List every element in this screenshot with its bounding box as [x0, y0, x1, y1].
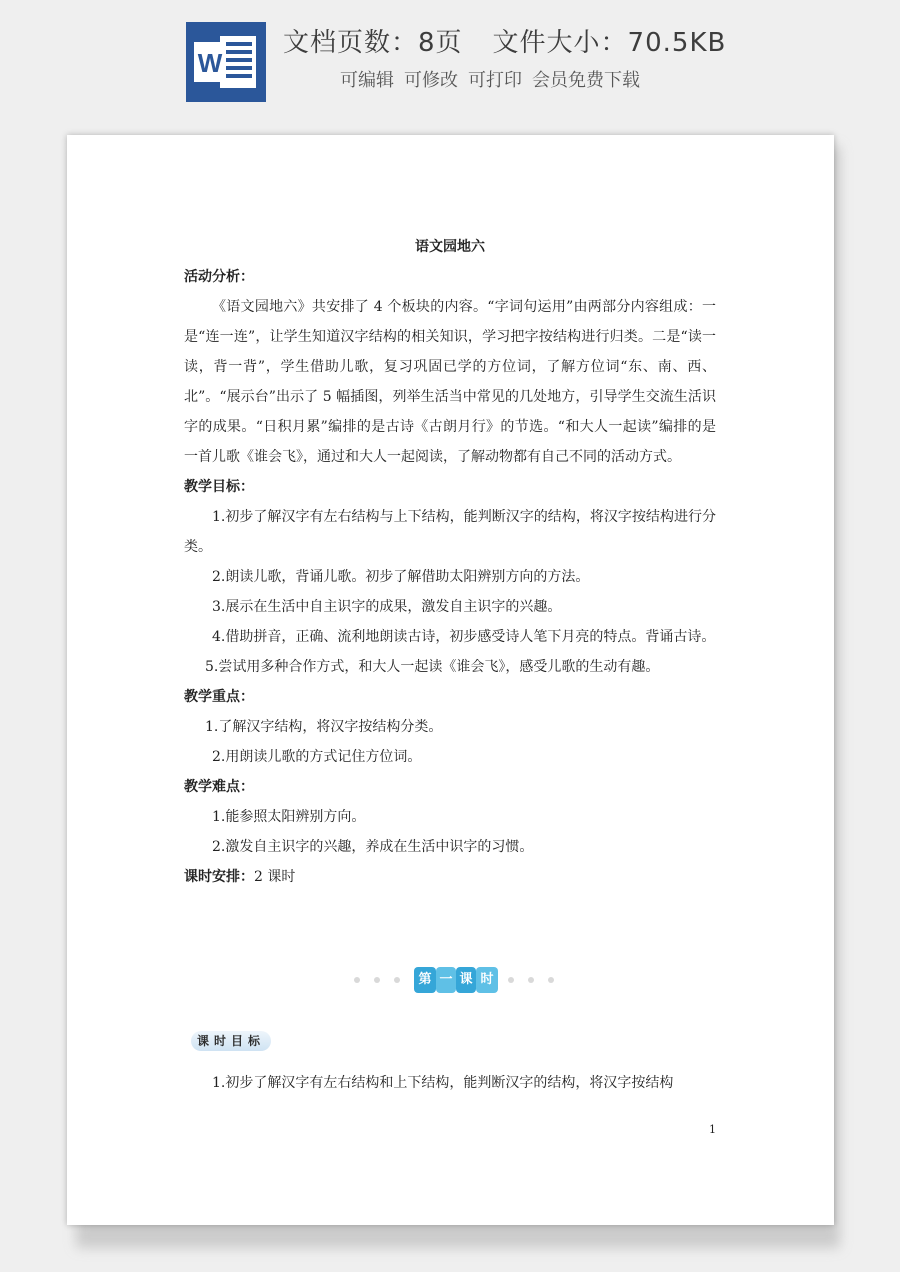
document-page	[67, 135, 834, 1225]
lesson-badge-char: 第	[414, 967, 436, 993]
goal-item: 2.朗读儿歌，背诵儿歌。初步了解借助太阳辨别方向的方法。	[212, 569, 590, 585]
key-points-heading: 教学重点：	[184, 689, 254, 705]
key-point-item: 1.了解汉字结构，将汉字按结构分类。	[205, 719, 443, 735]
download-banner	[0, 0, 900, 118]
divider-dot	[354, 977, 360, 983]
feature-printable: 可打印	[468, 70, 522, 91]
class-hours-value: 2 课时	[254, 869, 296, 885]
feature-editable: 可编辑	[340, 70, 394, 91]
class-hours-heading: 课时安排：	[184, 869, 254, 885]
feature-modifiable: 可修改	[404, 70, 458, 91]
lesson-badge-char: 课	[456, 967, 476, 993]
lesson-badge-char: 时	[476, 967, 498, 993]
document-title: 语文园地六	[415, 239, 485, 255]
goal-item: 4.借助拼音，正确、流利地朗读古诗，初步感受诗人笔下月亮的特点。背诵古诗。	[212, 629, 716, 645]
analysis-paragraph: 《语文园地六》共安排了 4 个板块的内容。“字词句运用”由两部分内容组成：一是“连一连”，让学生知道汉字结构的相关知识，学习把字按结构进行归类。二是“读一读，背一背”，学生借助儿歌，复习巩固已学的方位词，了解方位词“东、南、西、北”。“展示台”出示了 5 幅插图，列举生活当中常见的几处地方，引导学生交流生活识字的成果。“日积月累”编排的是古诗《古朗月行》的节选。“和大人一起读”编排的是一首儿歌《谁会飞》，通过和大人一起阅读，了解动物都有自己不同的活动方式。	[184, 299, 716, 465]
lesson-goal-tag: 课时目标	[191, 1031, 271, 1051]
goal-item: 5.尝试用多种合作方式，和大人一起读《谁会飞》，感受儿歌的生动有趣。	[205, 659, 660, 675]
file-size-text: 文件大小：70.5KB	[492, 28, 727, 58]
class-hours-line	[184, 862, 716, 892]
divider-dot	[548, 977, 554, 983]
goal-item: 3.展示在生活中自主识字的成果，激发自主识字的兴趣。	[212, 599, 562, 615]
feature-list	[340, 66, 650, 92]
divider-dot	[508, 977, 514, 983]
divider-dot	[528, 977, 534, 983]
goal-item: 1.初步了解汉字有左右结构与上下结构，能判断汉字的结构，将汉字按结构进行分类。	[184, 509, 716, 555]
lesson-badge-char: 一	[436, 967, 456, 993]
difficulty-item: 2.激发自主识字的兴趣，养成在生活中识字的习惯。	[212, 839, 534, 855]
lesson-goal-first-item: 1.初步了解汉字有左右结构和上下结构，能判断汉字的结构，将汉字按结构	[212, 1075, 674, 1091]
key-point-item: 2.用朗读儿歌的方式记住方位词。	[212, 749, 422, 765]
difficulties-heading: 教学难点：	[184, 779, 254, 795]
lesson-divider	[352, 967, 562, 993]
word-document-icon	[186, 22, 266, 102]
page-number: 1	[709, 1123, 716, 1136]
divider-dot	[374, 977, 380, 983]
word-icon-letter: W	[197, 48, 223, 78]
difficulty-item: 1.能参照太阳辨别方向。	[212, 809, 366, 825]
goals-heading: 教学目标：	[184, 479, 254, 495]
divider-dot	[394, 977, 400, 983]
analysis-heading: 活动分析：	[184, 269, 254, 285]
document-body	[184, 232, 716, 892]
page-count-text: 文档页数：8页	[283, 28, 463, 58]
feature-member-free: 会员免费下载	[532, 70, 640, 91]
file-info-title	[283, 22, 726, 59]
